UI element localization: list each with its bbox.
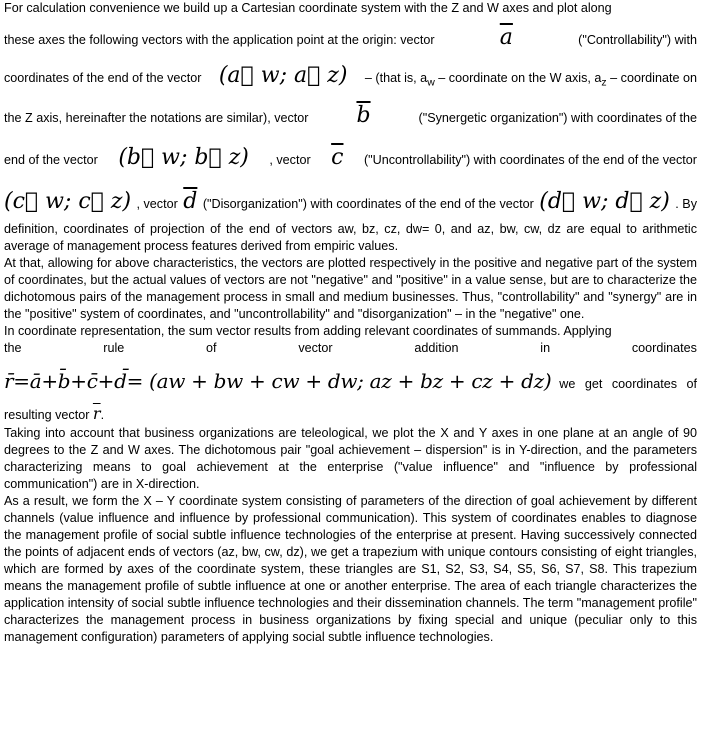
p1-line-6 bbox=[4, 189, 697, 219]
p3-formula-tail: we get coordinates of bbox=[559, 377, 697, 391]
p1-line-2-tail: ("Controllability") with bbox=[578, 33, 697, 47]
p1-line-5-tail: ("Uncontrollability") with coordinates of the end of the vector bbox=[363, 153, 697, 167]
p1-line-5 bbox=[4, 145, 697, 175]
p1-line-6-tail: . By bbox=[675, 197, 697, 211]
vector-a-symbol: $\overline{a}$ bbox=[499, 25, 513, 50]
p1-line-5-sep: , vector bbox=[269, 153, 311, 167]
p3-word: vector bbox=[298, 341, 333, 355]
vector-r-symbol: $\overline{r}$ bbox=[92, 404, 101, 423]
p3-word: the bbox=[4, 341, 22, 355]
p3-word: addition bbox=[414, 341, 459, 355]
vector-b-coords: (b⃗ w; b⃗ z) bbox=[118, 145, 249, 170]
p1-line-4-text: the Z axis, hereinafter the notations are similar), vector bbox=[4, 111, 309, 125]
p3-word: in bbox=[540, 341, 551, 355]
vector-a-coords: (a⃗ w; a⃗ z) bbox=[218, 63, 348, 88]
p3-last-text: resulting vector bbox=[4, 408, 90, 422]
p1-line-2 bbox=[4, 25, 697, 53]
vector-b-symbol: $\overline{b}$ bbox=[356, 103, 371, 128]
p1-definition: definition, coordinates of projection of the end of vectors aw, bz, cz, dw= 0, and az, bw, cw, dz are equal to arithmetic average of management process features derived from empiric values. bbox=[4, 222, 697, 253]
p1-line-4-tail: ("Synergetic organization") with coordinates of the bbox=[418, 111, 697, 125]
p3-last-line bbox=[4, 403, 697, 425]
p1-line-1: For calculation convenience we build up a Cartesian coordinate system with the Z and W axes and plot along bbox=[4, 1, 612, 15]
p3-spaced-line bbox=[4, 340, 697, 357]
p3-word: of bbox=[206, 341, 217, 355]
p3-line-1: In coordinate representation, the sum vector results from adding relevant coordinates of summands. Applying bbox=[4, 324, 612, 338]
p1-line-6-text: ("Disorganization") with coordinates of the end of the vector bbox=[202, 197, 534, 211]
p3-word: coordinates bbox=[631, 341, 697, 355]
p1-line-3 bbox=[4, 63, 697, 93]
paragraph-2: At that, allowing for above characteristics, the vectors are plotted respectively in the positive and negative part of the system of coordinates, but the actual values of vectors are not "negative" and "positive" in a value sense, but are to characterize the dichotomous pairs of the management process in small and medium businesses. Thus, "controllability" and "synergy" are in the "positive" system of coordinates, and "uncontrollability" and "disorganization" – in the "negative" one. bbox=[4, 256, 697, 321]
vector-c-symbol: $\overline{c}$ bbox=[331, 145, 344, 170]
p1-line-5-text: end of the vector bbox=[4, 153, 98, 167]
p3-last-dot: . bbox=[100, 408, 105, 422]
paragraph-4: Taking into account that business organizations are teleological, we plot the X and Y axes in one plane at an angle of 90 degrees to the Z and W axes. The dichotomous pair "goal achievement – dispersion" is in Y-direction, and the parameters characterizing means to goal achievement at the enterprise ("value influence" and "influence by professional communication") are in X-direction. bbox=[4, 426, 697, 491]
paragraph-3 bbox=[4, 323, 697, 425]
vector-c-coords: (c⃗ w; c⃗ z) bbox=[4, 189, 132, 214]
vector-d-symbol: $\overline{d}$ bbox=[183, 189, 198, 214]
p3-word: rule bbox=[103, 341, 125, 355]
p3-formula-line bbox=[4, 369, 697, 397]
p1-line-4 bbox=[4, 103, 697, 133]
sum-vector-formula: r̄=ā+b̄+c̄+d̄= (aw + bw + cw + dw; az + bz + cz + dz) bbox=[4, 369, 552, 393]
vector-d-coords: (d⃗ w; d⃗ z) bbox=[539, 189, 670, 214]
paragraph-5: As a result, we form the X – Y coordinate system consisting of parameters of the direction of goal achievement by different channels (value influence and influence by professional communication). This system of coordinates enables to diagnose the management profile of social subtle influence technologies of the enterprise at present. Having successively connected the points of adjacent ends of vectors (az, bw, cw, dz), we get a trapezium with unique contours consisting of eight triangles, which are formed by axes of the coordinate system, these triangles are S1, S2, S3, S4, S5, S6, S7, S8. This trapezium means the management profile of subtle influence at one or another enterprise. The area of each triangle characterizes the application intensity of social subtle influence technologies and their dissemination channels. The term "management profile" characterizes the management process in business organizations by fixing special and unique (peculiar only to this management configuration) parameters of applying social subtle influence technologies. bbox=[4, 494, 697, 644]
p1-line-3-note: – (that is, $a_w$ – coordinate on the W axis, $a_z$ – coordinate on bbox=[364, 71, 697, 89]
paragraph-1 bbox=[4, 0, 697, 255]
p1-line-3-text: coordinates of the end of the vector bbox=[4, 71, 202, 85]
p1-line-2-text: these axes the following vectors with the application point at the origin: vector bbox=[4, 33, 435, 47]
p1-line-6-sep: , vector bbox=[136, 197, 178, 211]
